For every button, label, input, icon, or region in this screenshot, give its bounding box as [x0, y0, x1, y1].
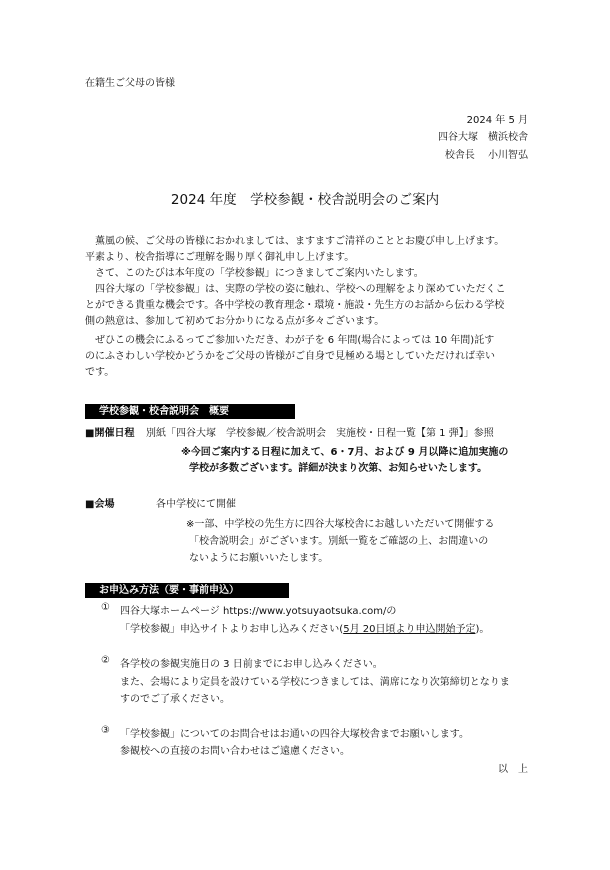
item-number: ① [101, 602, 110, 613]
item-number: ② [101, 655, 110, 666]
venue-note: ないようにお願いいたします。 [189, 553, 329, 564]
overview-heading: 学校参観・校舎説明会 概要 [85, 404, 295, 419]
schedule-note: 学校が多数ございます。詳細が決まり次第、お知らせいたします。 [189, 463, 488, 474]
intro-line: さて、このたびは本年度の「学校参観」につきましてご案内いたします。 [85, 268, 424, 279]
addressee: 在籍生ご父母の皆様 [85, 78, 175, 89]
item-text: )。 [475, 624, 490, 635]
venue-label: ■会場 [85, 499, 115, 510]
venue-text: 各中学校にて開催 [156, 499, 236, 510]
intro-line: とができる貴重な機会です。各中学校の教育理念・環境・施設・先生方のお話から伝わる学校 [85, 300, 505, 311]
application-item-3-line2: 参観校への直接のお問い合わせはご遠慮ください。 [120, 746, 350, 757]
intro-line: 薫風の候、ご父母の皆様におかれましては、ますますご清祥のこととお慶び申し上げます。 [85, 236, 505, 247]
intro-line: のにふさわしい学校かどうかをご父母の皆様がご自身で見極める場としていただければ幸い [85, 351, 495, 362]
schedule-text: 別紙「四谷大塚 学校参観／校舎説明会 実施校・日程一覧【第 1 弾】」参照 [146, 428, 494, 439]
venue-note: 「校舎説明会」がございます。別紙一覧をご確認の上、お間違いの [189, 536, 489, 547]
venue-note: ※一部、中学校の先生方に四谷大塚校舎にお越しいただいて開催する [186, 519, 495, 530]
application-heading: お申込み方法（要・事前申込） [85, 583, 289, 598]
application-item-2-line3: すのでご了承ください。 [120, 694, 230, 705]
application-item-1-line2 [120, 620, 489, 635]
application-item-2: 各学校の参観実施日の 3 日前までにお申し込みください。 [120, 659, 383, 670]
closing: 以 上 [498, 764, 528, 775]
document-title: 2024 年度 学校参観・校舎説明会のご案内 [170, 192, 440, 208]
item-number: ③ [101, 725, 110, 736]
intro-line: 平素より、校舎指導にご理解を賜り厚く御礼申し上げます。 [85, 252, 355, 263]
sender-school: 四谷大塚 横浜校舎 [438, 132, 528, 143]
item-text: 「学校参観」申込サイトよりお申し込みください( [120, 624, 344, 635]
schedule-label: ■開催日程 [85, 428, 135, 439]
intro-line: 側の熱意は、参加して初めてお分かりになる点が多々ございます。 [85, 316, 385, 327]
application-item-3: 「学校参観」についてのお問合せはお通いの四谷大塚校舎までお願いします。 [120, 729, 469, 740]
application-item-2-line2: また、会場により定員を設けている学校につきましては、満席になり次第締切となりま [120, 677, 510, 688]
intro-line: です。 [85, 367, 115, 378]
application-item-1: 四谷大塚ホームページ https://www.yotsuyaotsuka.com/の [120, 606, 397, 617]
sender-manager: 校舎長 小川智弘 [444, 150, 528, 161]
schedule-note: ※今回ご案内する日程に加えて、6・7月、および 9 月以降に追加実施の [181, 447, 509, 458]
intro-line: 四谷大塚の「学校参観」は、実際の学校の姿に触れ、学校への理解をより深めていただくこ [85, 284, 506, 295]
intro-line: ぜひこの機会にふるってご参加いただき、わが子を 6 年間(場合によっては 10 年間)託す [85, 335, 495, 346]
start-date-note: 5月 20日頃より申込開始予定 [343, 624, 476, 635]
document-date: 2024 年 5 月 [466, 115, 528, 126]
